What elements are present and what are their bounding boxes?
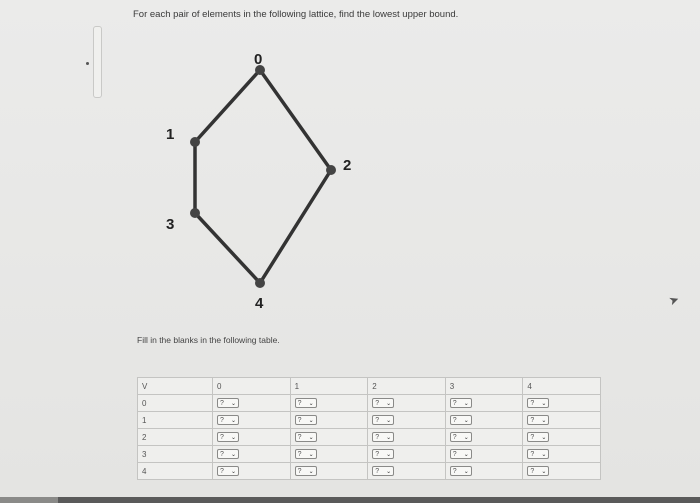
dropdown-value: ? — [375, 467, 380, 475]
table-cell — [368, 429, 446, 446]
chevron-down-icon: ⌄ — [386, 468, 392, 475]
table-cell — [523, 463, 601, 480]
table-cell — [368, 463, 446, 480]
answer-dropdown[interactable] — [372, 398, 394, 408]
answer-dropdown[interactable] — [217, 415, 239, 425]
chevron-down-icon: ⌄ — [463, 451, 469, 458]
table-cell — [523, 412, 601, 429]
table-cell — [523, 429, 601, 446]
table-cell — [523, 446, 601, 463]
lattice-label-1: 1 — [166, 126, 175, 143]
dropdown-value: ? — [297, 416, 302, 424]
column-header: 3 — [445, 378, 523, 395]
dropdown-value: ? — [220, 399, 224, 407]
answer-dropdown[interactable] — [527, 466, 549, 476]
table-cell — [523, 395, 601, 412]
row-header: 0 — [138, 395, 213, 412]
chevron-down-icon: ⌄ — [230, 468, 236, 475]
table-cell — [445, 395, 523, 412]
answer-dropdown[interactable] — [527, 398, 549, 408]
table-body — [138, 395, 601, 480]
table-cell — [445, 463, 523, 480]
chevron-down-icon: ⌄ — [308, 468, 314, 475]
chevron-down-icon: ⌄ — [308, 434, 314, 441]
lattice-node-2 — [326, 165, 336, 175]
cursor-icon: ➤ — [666, 291, 682, 309]
chevron-down-icon: ⌄ — [386, 451, 392, 458]
lattice-label-4: 4 — [255, 295, 264, 312]
table-cell — [368, 395, 446, 412]
dropdown-value: ? — [375, 416, 380, 424]
answer-dropdown[interactable] — [527, 449, 549, 459]
dropdown-value: ? — [452, 450, 457, 458]
chevron-down-icon: ⌄ — [230, 417, 236, 424]
dropdown-value: ? — [530, 467, 535, 475]
dropdown-value: ? — [452, 433, 457, 441]
column-header: 2 — [368, 378, 446, 395]
chevron-down-icon: ⌄ — [386, 400, 392, 407]
answer-dropdown[interactable] — [372, 466, 394, 476]
table-cell — [213, 429, 291, 446]
dropdown-value: ? — [220, 450, 224, 458]
dropdown-value: ? — [220, 416, 224, 424]
row-header: 3 — [138, 446, 213, 463]
lattice-node-3 — [190, 208, 200, 218]
row-header: 2 — [138, 429, 213, 446]
answer-dropdown[interactable] — [450, 466, 472, 476]
dropdown-value: ? — [297, 467, 302, 475]
chevron-down-icon: ⌄ — [541, 451, 547, 458]
dropdown-value: ? — [375, 433, 380, 441]
table-cell — [445, 429, 523, 446]
table-cell — [368, 446, 446, 463]
answer-dropdown[interactable] — [450, 398, 472, 408]
lattice-label-0: 0 — [254, 51, 263, 68]
dropdown-value: ? — [530, 450, 535, 458]
dropdown-value: ? — [375, 399, 380, 407]
lattice-edge-0-1 — [195, 70, 260, 142]
chevron-down-icon: ⌄ — [541, 434, 547, 441]
chevron-down-icon: ⌄ — [230, 451, 236, 458]
operator-header: V — [138, 378, 213, 395]
chevron-down-icon: ⌄ — [386, 417, 392, 424]
answer-dropdown[interactable] — [217, 466, 239, 476]
table-cell — [290, 429, 368, 446]
table-cell — [213, 395, 291, 412]
answer-dropdown[interactable] — [295, 415, 317, 425]
dropdown-value: ? — [375, 450, 380, 458]
answer-dropdown[interactable] — [295, 398, 317, 408]
lattice-edge-0-2 — [260, 70, 331, 170]
chevron-down-icon: ⌄ — [541, 400, 547, 407]
chevron-down-icon: ⌄ — [308, 417, 314, 424]
table-header-row — [138, 378, 601, 395]
scrollbar-thumb[interactable] — [0, 497, 58, 503]
table-cell — [213, 446, 291, 463]
table-cell — [445, 446, 523, 463]
column-header: 4 — [523, 378, 601, 395]
dropdown-value: ? — [530, 416, 535, 424]
table-instruction: Fill in the blanks in the following table. — [137, 335, 280, 345]
dropdown-value: ? — [297, 399, 302, 407]
answer-dropdown[interactable] — [372, 449, 394, 459]
answer-dropdown[interactable] — [450, 449, 472, 459]
table-row — [138, 412, 601, 429]
lub-table — [137, 377, 601, 480]
table-cell — [290, 463, 368, 480]
lattice-diagram — [150, 40, 370, 320]
answer-dropdown[interactable] — [372, 415, 394, 425]
table-cell — [290, 395, 368, 412]
chevron-down-icon: ⌄ — [463, 417, 469, 424]
lattice-edge-2-4 — [260, 170, 331, 283]
table-cell — [213, 412, 291, 429]
answer-dropdown[interactable] — [295, 432, 317, 442]
lattice-edge-3-4 — [195, 213, 260, 283]
dropdown-value: ? — [452, 399, 457, 407]
chevron-down-icon: ⌄ — [386, 434, 392, 441]
table-cell — [213, 463, 291, 480]
answer-dropdown[interactable] — [295, 466, 317, 476]
row-header: 4 — [138, 463, 213, 480]
lattice-node-1 — [190, 137, 200, 147]
answer-dropdown[interactable] — [372, 432, 394, 442]
answer-dropdown[interactable] — [527, 432, 549, 442]
answer-dropdown[interactable] — [217, 398, 239, 408]
chevron-down-icon: ⌄ — [463, 400, 469, 407]
dropdown-value: ? — [297, 433, 302, 441]
table-row — [138, 446, 601, 463]
dropdown-value: ? — [220, 433, 224, 441]
column-header: 0 — [213, 378, 291, 395]
chevron-down-icon: ⌄ — [230, 434, 236, 441]
chevron-down-icon: ⌄ — [308, 400, 314, 407]
dropdown-value: ? — [530, 399, 535, 407]
chevron-down-icon: ⌄ — [463, 468, 469, 475]
answer-dropdown[interactable] — [217, 449, 239, 459]
chevron-down-icon: ⌄ — [230, 400, 236, 407]
table-row — [138, 463, 601, 480]
bottom-scrollbar[interactable] — [0, 497, 700, 503]
answer-dropdown[interactable] — [295, 449, 317, 459]
lattice-node-4 — [255, 278, 265, 288]
dropdown-value: ? — [220, 467, 224, 475]
table-row — [138, 429, 601, 446]
lattice-label-2: 2 — [343, 157, 352, 174]
dropdown-value: ? — [452, 416, 457, 424]
answer-dropdown[interactable] — [527, 415, 549, 425]
answer-dropdown[interactable] — [217, 432, 239, 442]
row-header: 1 — [138, 412, 213, 429]
chevron-down-icon: ⌄ — [541, 468, 547, 475]
side-marker — [86, 62, 89, 65]
dropdown-value: ? — [530, 433, 535, 441]
lattice-label-3: 3 — [166, 216, 175, 233]
dropdown-value: ? — [452, 467, 457, 475]
table-cell — [445, 412, 523, 429]
side-panel-tab[interactable] — [93, 26, 102, 98]
table-row — [138, 395, 601, 412]
chevron-down-icon: ⌄ — [308, 451, 314, 458]
chevron-down-icon: ⌄ — [541, 417, 547, 424]
chevron-down-icon: ⌄ — [463, 434, 469, 441]
answer-dropdown[interactable] — [450, 432, 472, 442]
dropdown-value: ? — [297, 450, 302, 458]
question-prompt: For each pair of elements in the following lattice, find the lowest upper bound. — [133, 9, 459, 20]
table-cell — [290, 412, 368, 429]
table-cell — [290, 446, 368, 463]
table-cell — [368, 412, 446, 429]
column-header: 1 — [290, 378, 368, 395]
answer-dropdown[interactable] — [450, 415, 472, 425]
